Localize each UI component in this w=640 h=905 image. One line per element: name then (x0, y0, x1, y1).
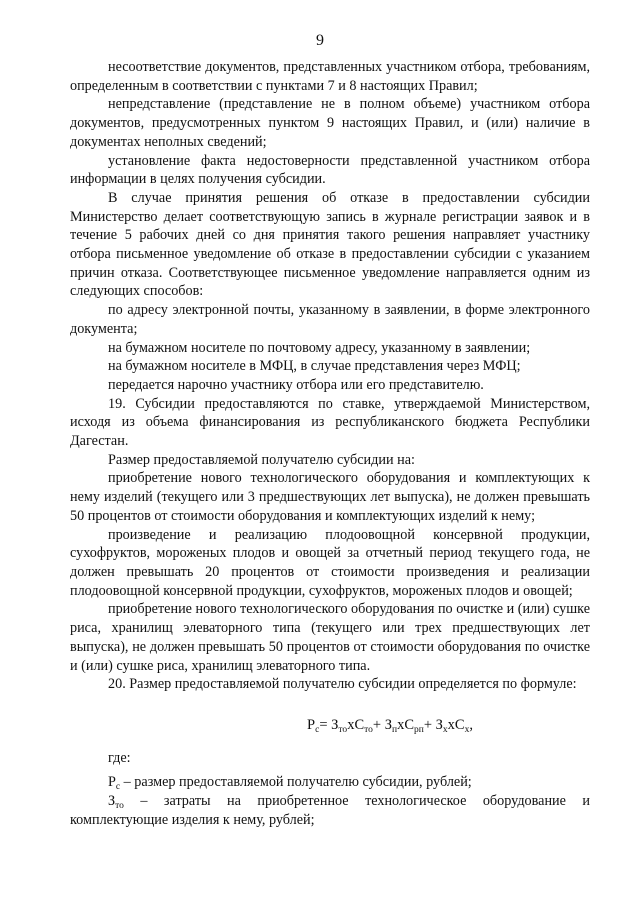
definition-subscript: с (115, 782, 121, 793)
formula-subscript: х (464, 724, 470, 735)
subsidy-formula (70, 716, 590, 735)
formula-subscript: с (315, 724, 320, 735)
formula-part: З (435, 716, 443, 733)
definition-item (70, 773, 590, 792)
definition-text: – размер предоставляемой получателю субсидии, рублей; (120, 774, 472, 791)
paragraph: произведение и реализацию плодоовощной консервной продукции, сухофруктов, мороженых плодов и овощей за отчетный период текущего года, не должен превышать 20 процентов от стоимости произведения и реализации плодоовощной консервной продукции, сухофруктов, мороженых плодов и овощей; (70, 526, 590, 599)
formula-subscript: рп (413, 724, 424, 735)
paragraph: установление факта недостоверности представленной участником отбора информации в целях получения субсидии. (70, 152, 590, 188)
formula-subscript: п (391, 724, 398, 735)
formula-part: С (454, 716, 465, 733)
page-number: 9 (316, 32, 324, 49)
formula-part: З (331, 716, 339, 733)
paragraph: приобретение нового технологического оборудования и комплектующих к нему изделий (текущего или 3 предшествующих лет выпуска), не должен превышать 50 процентов от стоимости оборудования и комплектующих изделий к нему; (70, 470, 590, 524)
formula-part: Р (307, 716, 316, 733)
paragraph: Размер предоставляемой получателю субсидии на: (108, 451, 415, 468)
formula-part: С (354, 716, 365, 733)
paragraph: несоответствие документов, представленных участником отбора, требованиям, определенным в соответствии с пунктами 7 и 8 настоящих Правил; (70, 59, 590, 94)
definition-item (70, 792, 590, 829)
formula-part: С (404, 716, 414, 733)
paragraph: непредставление (представление не в полном объеме) участником отбора документов, предусмотренных пунктом 9 настоящих Правил, и (или) наличие в документах неполных сведений; (70, 96, 590, 150)
formula-part: + (423, 716, 436, 733)
paragraph: на бумажном носителе по почтовому адресу, указанному в заявлении; (108, 339, 531, 356)
paragraph: 20. Размер предоставляемой получателю субсидии определяется по формуле: (108, 676, 577, 693)
formula-part: х (447, 716, 455, 733)
formula-subscript: то (364, 724, 373, 735)
formula-part: З (384, 716, 392, 733)
formula-part: + (372, 716, 385, 733)
formula-part: х (397, 716, 405, 733)
formula-subscript: х (442, 724, 448, 735)
formula-part: х (347, 716, 355, 733)
paragraph: по адресу электронной почты, указанному в заявлении, в форме электронного документа; (70, 302, 590, 337)
paragraph: В случае принятия решения об отказе в предоставлении субсидии Министерство делает соответствующую запись в журнале регистрации заявок и в течение 5 рабочих дней со дня принятия такого решения направляет участнику отбора письменное уведомление об отказе в предоставлении субсидии с указанием причин отказа. Соответствующее письменное уведомление направляется одним из следующих способов: (70, 189, 590, 300)
definition-text: – затраты на приобретенное технологическое оборудование и комплектующие изделия к нему, рублей; (70, 793, 590, 828)
paragraph: приобретение нового технологического оборудования по очистке и (или) сушке риса, хранилищ элеваторного типа (текущего или трех предшествующих лет выпуска), не должен превышать 50 процентов от стоимости оборудования по очистке и (или) сушке риса, хранилищ элеваторного типа. (70, 601, 590, 674)
formula-part: = (319, 716, 332, 733)
document-body (70, 58, 590, 829)
formula-part: , (469, 716, 473, 733)
formula-subscript: то (338, 724, 348, 735)
paragraph: передается нарочно участнику отбора или его представителю. (108, 376, 484, 393)
definition-subscript: то (115, 801, 124, 812)
where-label: где: (108, 749, 131, 766)
definition-symbol: З (108, 793, 116, 810)
definition-symbol: Р (108, 774, 116, 791)
paragraph: 19. Субсидии предоставляются по ставке, утверждаемой Министерством, исходя из объема финансирования из республиканского бюджета Республики Дагестан. (70, 395, 590, 450)
paragraph: на бумажном носителе в МФЦ, в случае представления через МФЦ; (108, 358, 521, 375)
